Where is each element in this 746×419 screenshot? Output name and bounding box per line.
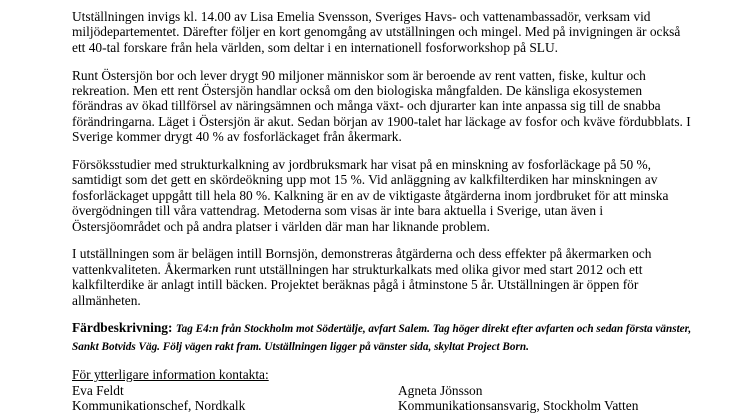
paragraph-baltic-sea: Runt Östersjön bor och lever drygt 90 miljoner människor som är beroende av rent vatten, fiske, kultur och rekreation. Men ett rent Östersjön handlar också om den biologiska mångfalden. De känsliga ekosystemen förändras av ökad tillförsel av näringsämnen och många växt- och djurarter kan inte anpassa sig till de snabba förändringarna. Läget i Östersjön är akut. Sedan början av 1900-talet har läckage av fosfor och kväve fördubblats. I Sverige kommer drygt 40 % av fosforläckaget från åkermark. xyxy=(72,67,691,145)
document-page xyxy=(72,9,692,419)
contact-left-title: Kommunikationschef, Nordkalk xyxy=(72,398,246,414)
paragraph-exhibition-location: I utställningen som är belägen intill Bornsjön, demonstreras åtgärderna och dess effekter på åkermarken och vattenkvaliteten. Åkermarken runt utställningen har strukturkalkats med olika givor med start 2012 och ett kalkfilterdike är anlagt intill bäcken. Projektet beräknas pågå i åtminstone 5 år. Utställningen är öppen för allmänheten. xyxy=(72,246,652,308)
contact-right-title: Kommunikationsansvarig, Stockholm Vatten xyxy=(398,398,639,414)
paragraph-structure-liming: Försöksstudier med strukturkalkning av jordbruksmark har visat på en minskning av fosforläckage på 50 %, samtidigt som det gett en skördeökning upp mot 15 %. Vid anläggning av kalkfilterdiken har minskningen av fosforläckaget uppgått till hela 80 %. Kalkning är en av de viktigaste åtgärderna inom jordbruket för att minska övergödningen till våra vattendrag. Metoderna som visas är inte bara aktuella i Sverige, utan även i Östersjöområdet och på andra platser i världen där man har liknande problem. xyxy=(72,157,669,234)
contacts-block xyxy=(72,383,692,419)
contact-left-name: Eva Feldt xyxy=(72,382,124,398)
directions-text: Tag E4:n från Stockholm mot Södertälje, avfart Salem. Tag höger direkt efter avfarten och sedan första vänster, Sankt Botvids Väg. Följ vägen rakt fram. Utställningen ligger på vänster sida, skyltat Project Born. xyxy=(72,323,692,353)
contact-right xyxy=(398,383,638,414)
contact-left xyxy=(72,383,245,414)
contact-right-name: Agneta Jönsson xyxy=(398,382,483,398)
directions-label: Färdbeskrivning: xyxy=(72,320,173,336)
directions-block xyxy=(72,320,692,355)
paragraph-inauguration: Utställningen invigs kl. 14.00 av Lisa Emelia Svensson, Sveriges Havs- och vattenambassadör, verksam vid miljödepartementet. Därefter följer en kort genomgång av utställningen och mingel. Med på invigningen är också ett 40-tal forskare från hela världen, som deltar i en internationell fosforworkshop på SLU. xyxy=(72,9,681,55)
contacts-heading: För ytterligare information kontakta: xyxy=(72,367,269,383)
